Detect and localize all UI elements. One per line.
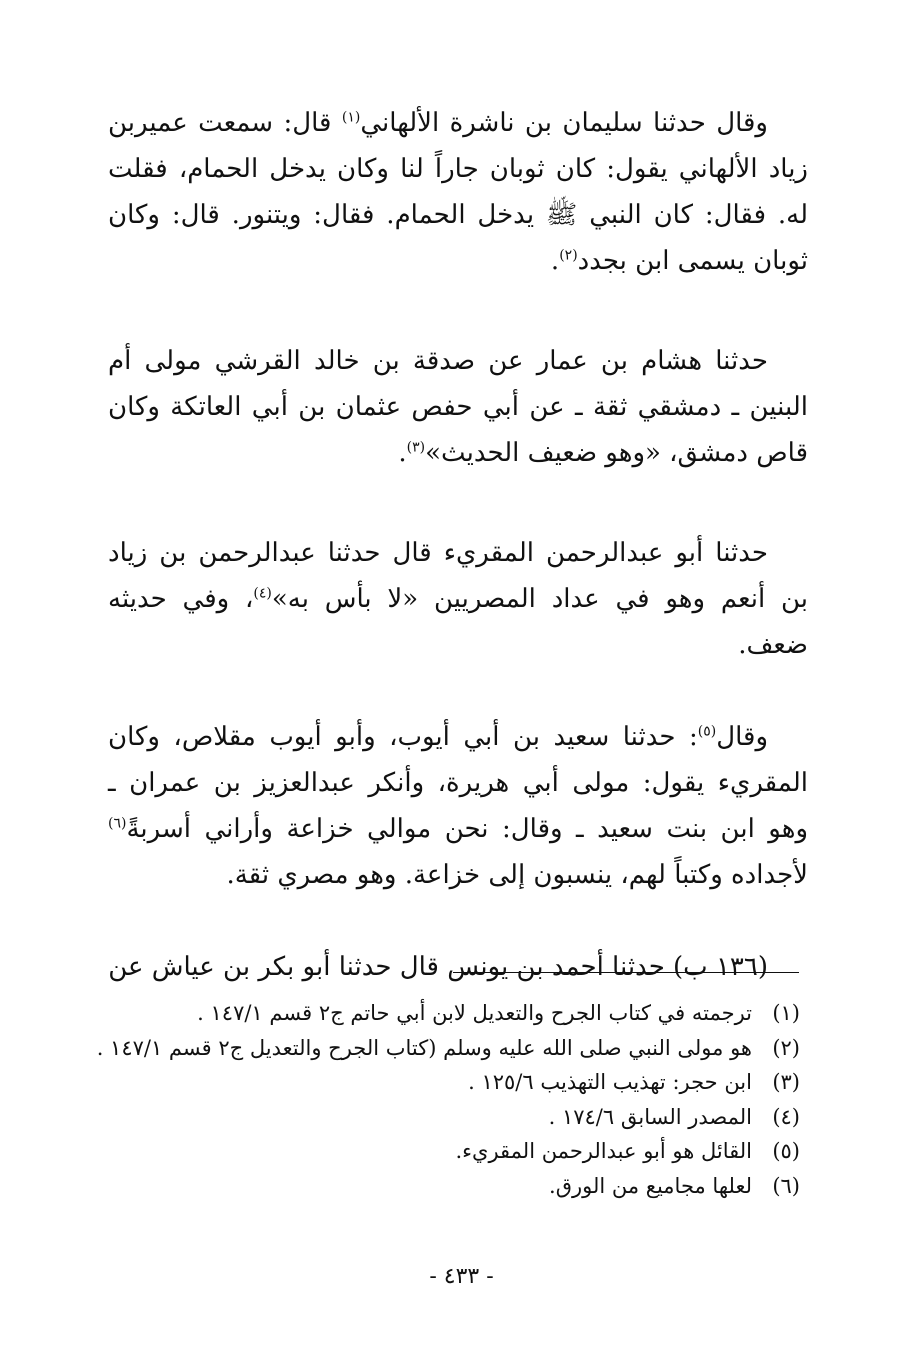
paragraph-4-text-b: : حدثنا سعيد بن أبي أيوب، وأبو أيوب مقلاص، وكان المقريء يقول: مولى أبي هريرة، وأنكر عبدالعزيز بن عمران ـ وهو ابن بنت سعيد ـ وقال: نحن موالي خزاعة وأراني أسربةً (108, 722, 808, 844)
footnote-1 (110, 996, 800, 1031)
footnote-text: ابن حجر: تهذيب التهذيب ١٢٥/٦ . (468, 1070, 752, 1094)
footnote-number: (٣) (772, 1070, 800, 1094)
footnote-number: (٦) (772, 1173, 800, 1198)
paragraph-3 (108, 530, 808, 668)
footnote-4 (110, 1100, 800, 1135)
footnote-number: (١) (772, 1001, 800, 1025)
paragraph-1-text-c: . (550, 246, 560, 276)
paragraph-3-text-a: حدثنا أبو عبدالرحمن المقريء قال حدثنا عبدالرحمن بن زياد بن أنعم وهو في عداد المصريين «لا بأس به» (108, 538, 808, 614)
paragraph-2-text-a: حدثنا هشام بن عمار عن صدقة بن خالد القرشي مولى أم البنين ـ دمشقي ثقة ـ عن أبي حفص عثمان بن أبي العاتكة وكان قاص دمشق، «وهو ضعيف الحديث» (108, 346, 808, 468)
footnote-text: لعلها مجاميع من الورق. (549, 1173, 752, 1198)
paragraph-4-text-c: لأجداده وكتباً لهم، ينسبون إلى خزاعة. وهو مصري ثقة. (226, 860, 808, 890)
footnote-ref-1: (١) (341, 109, 361, 126)
paragraph-5 (108, 944, 808, 990)
footnote-ref-5: (٥) (697, 723, 717, 740)
footnote-text: هو مولى النبي صلى الله عليه وسلم (كتاب الجرح والتعديل ج٢ قسم ١٤٧/١ . (96, 1035, 752, 1060)
footnote-3 (110, 1065, 800, 1100)
footnote-number: (٤) (772, 1104, 800, 1129)
paragraph-4-text-a: وقال (716, 722, 768, 752)
paragraph-2 (108, 338, 808, 476)
footnote-separator (453, 972, 799, 973)
paragraph-2-text-b: . (398, 438, 407, 468)
footnote-ref-3: (٣) (406, 439, 426, 456)
footnote-number: (٢) (772, 1035, 800, 1060)
page-number: - ٤٣٣ - (429, 1264, 494, 1289)
paragraph-1 (108, 100, 808, 284)
main-text (108, 100, 808, 990)
footnote-ref-6: (٦) (108, 815, 127, 832)
footnote-text: القائل هو أبو عبدالرحمن المقريء. (455, 1139, 752, 1163)
footnote-text: المصدر السابق ١٧٤/٦ . (548, 1104, 752, 1129)
footnote-6 (110, 1169, 800, 1204)
paragraph-1-text-a: وقال حدثنا سليمان بن ناشرة الألهاني (360, 108, 768, 138)
paragraph-5-text-a: (١٣٦ ب) حدثنا أحمد بن يونس قال حدثنا أبو بكر بن عياش عن (108, 952, 768, 982)
paragraph-1-text-b: قال: سمعت عميربن زياد الألهاني يقول: كان ثوبان جاراً لنا وكان يدخل الحمام، فقلت له. فقال: كان النبي ﷺ يدخل الحمام. فقال: ويتنور. قال: وكان ثوبان يسمى ابن بجدد (108, 108, 808, 276)
footnote-5 (110, 1134, 800, 1169)
footnote-2 (96, 1031, 800, 1066)
paragraph-4 (108, 714, 808, 898)
paragraph-3-text-b: ، وفي حديثه ضعف. (108, 584, 808, 660)
footnote-ref-4: (٤) (253, 585, 272, 602)
footnote-text: ترجمته في كتاب الجرح والتعديل لابن أبي حاتم ج٢ قسم ١٤٧/١ . (197, 1001, 752, 1025)
footnotes-list (96, 996, 800, 1203)
footnote-ref-2: (٢) (559, 247, 578, 264)
footnote-number: (٥) (772, 1139, 800, 1163)
